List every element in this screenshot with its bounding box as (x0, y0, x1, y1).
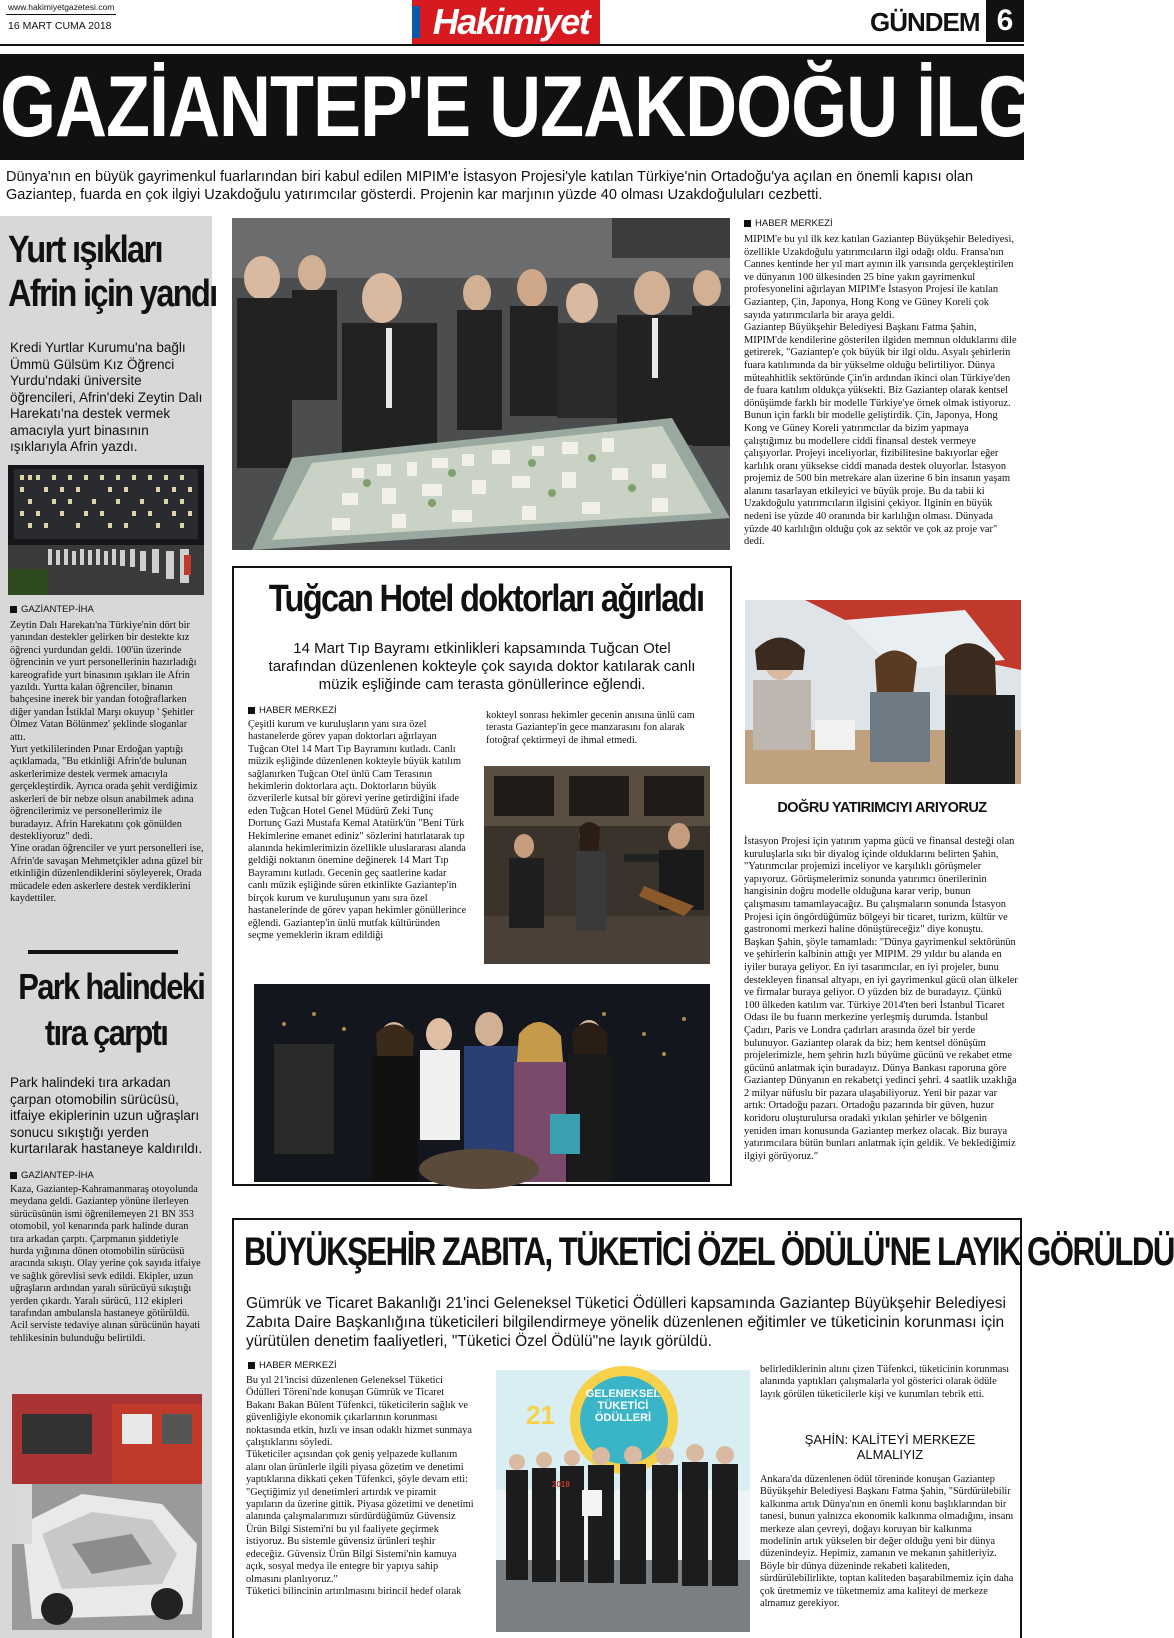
logo-text: Hakimiyet (432, 1, 590, 42)
headline-band (0, 54, 1119, 160)
website-url[interactable]: www.hakimiyetgazetesi.com (8, 2, 115, 12)
zabita-story-body-col2b: Ankara'da düzenlenen ödül töreninde konuşan Gaziantep Büyükşehir Belediyesi Başkanı Fatma Şahin, "Sürdürülebilir kalkınma artık Dünya'nın en önemli konu başlıklarından bir tanesi, bunun yalnızca ekonomik kalkınma olmadığını, insanı merkeze alan çevreyi, doğayı koruyan bir kalkınma modelinin artık yükselen bir değer olduğu yeni bir dünya düzenindeyiz. Hepimiz, zamanın ve mekanın şahitleriyiz. Böyle bir dünya düzeninde rekabeti kaliteden, sürdürülebilirlikte, toptan kaliteden başarabilmemiz için daha çok üretmemiz ve tüketmemiz ama kaliteyi de merkeze almamız gerekiyor. (760, 1474, 1014, 1610)
story-yurt-body: Zeytin Dalı Harekatı'na Türkiye'nin dört bir yanından destekler gelirken bir destekte kız öğrenci yurdundan geldi. 100'ün üzerinde öğrencinin ve yurt personellerinin hazırladığı kareografide yurt binasının ışıkları ile Afrin yazıldı. Yurtta kalan öğrenciler, binanın bahçesine inerek bir yandan fotoğraflarken diğer yandan İstiklal Marşı okuyup ' Şehitler Ölmez Vatan Bölünmez' şeklinde sloganlar attı. Yurt yetkililerinden Pınar Erdoğan yaptığı açıklamada, "Bu etkinliği Afrin'de bulunan askerlerimize destek vermek amacıyla gerçekleştirdik. Ayrıca orada şehit verdiğimiz askerleri de bir nebze olsun anabilmek adına öğrencilerimiz ve personellerimiz ile buradayız. Afrin Harekatını çok gönülden destekliyoruz" dedi. Yine oradan öğrenciler ve yurt personelleri ise, Afrin'de savaşan Mehmetçikler adına güzel bir etkinliğin düzenlendiklerini söyleyerek, Orada mücadele eden askerlere destek verdiklerini kaydettiler. (10, 620, 204, 904)
banner-line1: GELENEKSEL (585, 1388, 661, 1400)
award-ceremony-photo (496, 1370, 750, 1632)
mipim-meeting-image (745, 600, 1021, 784)
story-yurt-title-line2: Afrin için yandı (8, 273, 217, 315)
story-park-title-line1: Park halindeki (18, 966, 205, 1007)
section-name: GÜNDEM (870, 7, 980, 37)
zabita-story-title: BÜYÜKŞEHİR ZABITA, TÜKETİCİ ÖZEL ÖDÜLÜ'NE LAYIK GÖRÜLDÜ (244, 1230, 1174, 1274)
main-story-subhead: DOĞRU YATIRIMCIYI ARIYORUZ (777, 800, 987, 816)
banner-text (576, 1388, 670, 1424)
mipim-model-photo (232, 218, 730, 550)
hotel-story-body: Çeşitli kurum ve kuruluşların yanı sıra özel hastanelerde görev yapan doktorları ağırlayan Tuğcan Otel 14 Mart Tıp Bayramını kutladı. Canlı müzik eşliğinde düzenlenen kokteyle büyük katılım sağlanırken Tuğcan Otel ünlü Cam Terasının hekimlerin doktorlara açtı. Doktorların büyük özverilerle kutsal bir görevi yerine getirdiğini ifade eden Tuğcan Hotel Genel Müdürü Zeki Tunç Dortunç Gazi Mustafa Kemal Atatürk'ün "Beni Türk Hekimlerine emanet ediniz" sözlerini hatırlatarak tıp alanında hekimlerimizin özellikle uluslararası alanda geldiği noktanın önemine değinerek 14 Mart Tıp Bayramını kutladı. Gecenin geç saatlerine kadar canlı müzik eşliğinde süren etkinlikte Gaziantep'in birçok kurum ve kuruluşunun yanı sıra özel hastanelerinde de görev yapan hekimler gönüllerince eğlendi. Gaziantep'in ünlü mutfak kültüründen seçme yemeklerin ikram edildiği (248, 719, 467, 941)
hotel-story-lead: 14 Mart Tıp Bayramı etkinlikleri kapsamında Tuğcan Otel tarafından düzenlenen kokteyle çok sayıda doktor katılarak canlı müzik eşliğinde cam terasta gönüllerince eğlendi. (268, 640, 696, 693)
logo-accent (412, 6, 420, 38)
mipim-meeting-photo (745, 600, 1021, 784)
story-park-title (4, 964, 208, 1056)
mipim-model-image (232, 218, 730, 550)
main-story-body2: İstasyon Projesi için yatırım yapma gücü ve finansal desteği olan kuruluşlarla sıkı bir diyalog içinde olduklarını belirten Şahin, "Yatırımcılar projemizi inceliyor ve karşılıklı görüşmeler yapıyoruz. Görüşmelerimiz sonunda yatırımcı önerilerinin hangisinin doğru modelle olduğuna karar verip, bunun çalışmasını tamamlayacağız. Bu çalışmaların sonunda İstasyon Projesi için öngördüğümüz bölgeyi bir ticaret, turizm, kültür ve gastronomi merkezi haline dönüştüreceğiz" diye konuştu. Başkan Şahin, şöyle tamamladı: "Dünya gayrimenkul sektörünün ve şehirlerin kalbinin attığı yer MIPIM. 29 yıldır bu alanda en iyiler buraya geliyor. En iyi tasarımcılar, en iyi projeler, bunu destekleyen finansal altyapı, en iyi gayrimenkul gücü olan ülkeler ve firmalar buraya geliyor. O yüzden biz de buradayız. Çünkü 100 ülkeden katılım var. Türkiye 2014'ten beri İstanbul Ticaret Odası ile bu fuarın merkezine yerleşmiş durumda. İstanbul Çadırı, Paris ve Londra çadırları arasında özel bir yerde bulunuyor. Gaziantep olarak da biz; hem kentsel dönüşüm projelerimizle, hem şehrin hızlı büyüme gücünü ve rekabet etme gücünü anlatmak için buradayız. Dünya Bankası raporuna göre Gaziantep Dünyanın en rekabetçi yedinci şehri. 4 saatlik uzaklığa 2 milyar nüfuslu bir pazara ulaşabiliyoruz. Yeni bir pazar var artık: Ortadoğu pazarı. Ortadoğu pazarında bir güven, huzur koridoru oluşturulursa oradaki yıkılan şehirler ve bölgenin yeniden imarı konusunda Gaziantep merkez olacak. Biz buraya yatırımcılara bütün bunları anlatmak için geldik. Ve beklediğimiz ilgiyi görüyoruz." (744, 836, 1018, 1162)
dorm-lights-photo (8, 465, 204, 595)
hotel-story-credit: HABER MERKEZİ (248, 705, 337, 716)
story-yurt-credit: GAZİANTEP-İHA (10, 604, 94, 615)
story-yurt-title (8, 228, 217, 316)
story-park-body: Kaza, Gaziantep-Kahramanmaraş otoyolunda meydana geldi. Gaziantep yönüne ilerleyen sürücüsünün ismi öğrenilemeyen 21 BN 353 otomobil, yol kenarında park halinde duran tıra arkadan çarptı. Çarpmanın şiddetiyle hurda yığınına dönen otomobilin sürücüsü aracında sıkıştı. Olay yerine çok sayıda itfaiye ve sağlık görevlisi sevk edildi. Ekipler, uzun uğraşların ardından yaralı sürücüyü sıkıştığı yerden çıkardı. Yaralı sürücü, 112 ekipleri tarafından ambulansla hastaneye götürüldü. Acil serviste tedaviye alınan sürücünün hayati tehlikesinin bulunduğu belirtildi. (10, 1184, 201, 1344)
zabita-story-subhead: ŞAHİN: KALİTEYİ MERKEZE ALMALIYIZ (804, 1432, 976, 1462)
zabita-story-body-col2: belirlediklerinin altını çizen Tüfenkci, tüketicinin korunması alanında yaptıkları çalışmalarla yol gösterici olarak ödüle layık görülen tüketicilerle kişi ve kurumları tebrik etti. (760, 1364, 1010, 1400)
banner-year: 2018 (552, 1480, 570, 1489)
zabita-story-lead: Gümrük ve Ticaret Bakanlığı 21'inci Geleneksel Tüketici Ödülleri kapsamında Gaziantep Büyükşehir Belediyesi Zabıta Daire Başkanlığına tüketicileri bilgilendirmeye yönelik düzenlenen eğitimler ve tüketicinin korunması için yürütülen denetim faaliyetleri, "Tüketici Özel Ödülü"ne layık görüldü. (246, 1295, 1006, 1350)
zabita-story-body: Bu yıl 21'incisi düzenlenen Geleneksel Tüketici Ödülleri Töreni'nde konuşan Gümrük ve Ticaret Bakanı Bakan Bülent Tüfenkci, tüketicilerin sağlık ve güvenliğiyle ekonomik çıkarlarının korunması noktasında etkin, hızlı ve insan odaklı hizmet sunmaya çalıştıklarını söyledi. Tüketiciler açısından çok geniş yelpazede kullanım alanı olan ürünlerle ilgili piyasa gözetim ve denetimi yaptıklarına dikkati çeken Tüfenkci, şöyle devam etti: "Geçtiğimiz yıl denetimleri artırdık ve piramit yapıların da üzerine gittik. Piyasa gözetimi ve denetimi alanında çalışmalarımızı sürdürdüğümüz Güvensiz Ürün Bilgi Sistemi'ni bu yıl faaliyete geçirmek istiyoruz. Bu sistemle güvensiz ürünleri teşhir edeceğiz. Güvensiz Ürün Bilgi Sistemi'nin kamuya açık, sosyal medya ile entegre bir yapıya sahip olmasını planlıyoruz." Tüketici bilincinin artırılmasını birincil hedef olarak (246, 1375, 474, 1597)
main-story-body: MIPIM'e bu yıl ilk kez katılan Gaziantep Büyükşehir Belediyesi, özellikle Uzakdoğulu yatırımcıların ilgi odağı oldu. Fransa'nın Cannes kentinde her yıl mart ayının ilk yarısında gerçekleştirilen ve dünyanın 100 ülkesinden 25 bine yakın gayrimenkul profesyonelini ağırlayan MIPIM'e İstasyon Projesi ile katılan Gaziantep, Çin, Japonya, Hong Kong ve Güney Koreli çok sayıda yatırımcılarla bir araya geldi. Gaziantep Büyükşehir Belediyesi Başkanı Fatma Şahin, MIPIM'de kendilerine gösterilen ilgiden memnun olduklarını dile getirerek, "Gaziantep'e çok büyük bir ilgi oldu. Asyalı şehirlerin fuara katılımında da bir yükselme olduğu belirtiliyor. Dünya müteahhitlik sektöründe Çin'in ardından ikinci olan Türkiye'den de fuara katılım oldukça yüksekti. Biz Gaziantep olarak kentsel dönüşümde farklı bir modelle Türkiye'ye örnek olmak istiyoruz. Bunun için farklı bir modelle geliştirdik. Çin, Japonya, Hong Kong ve Güney Koreli yatırımcılar da bizim yapmaya çalıştığımız bu modellere ciddi finansal destek vermeye çalışıyorlar. Projeyi inceliyorlar, fizibilitesine bakıyorlar eğer karlılık oranı yüksekse ciddi manada destek oluyorlar. İstasyon projemiz de 500 bin metrekare alan üzerine 6 bin insanın yaşam alanını tasarlayan etkileyici ve büyük proje. Bu da tabii ki Uzakdoğulu yatırımcıların ilgisini çekiyor. İlginin en büyük nedeni ise yüzde 40 oranında bir karlılığın olması. Dünyada yüzde 40 karlılığın olduğu çok az sektör ve çok az proje var" dedi. (744, 234, 1017, 548)
dorm-lights-image (8, 465, 204, 595)
banner-line2: TÜKETİCİ (597, 1400, 649, 1412)
headline-spot: Dünya'nın en büyük gayrimenkul fuarlarından biri kabul edilen MIPIM'e İstasyon Projesi'yle katılan Türkiye'nin Ortadoğu'ya açılan en önemli kapısı olan Gaziantep, fuarda en çok ilgiyi Uzakdoğulu yatırımcılar gösterdi. Projenin kar marjının yüzde 40 olması Uzakdoğuluları cezbetti. (6, 169, 974, 203)
crash-photo (12, 1394, 202, 1630)
story-yurt-lead: Kredi Yurtlar Kurumu'na bağlı Ümmü Gülsüm Kız Öğrenci Yurdu'ndaki üniversite öğrencileri, Afrin'deki Zeytin Dalı Harekatı'na destek vermek amacıyla yurt binasının ışıklarıyla Afrin yazdı. (10, 340, 203, 454)
hotel-story-body-col2: kokteyl sonrası hekimler gecenin anısına ünlü cam terasta Gaziantep'in gece manzarasını fon alarak fotoğraf çektirmeyi de ihmal etmedi. (486, 710, 695, 746)
story-park-title-line2: tıra çarptı (44, 1012, 168, 1053)
zabita-story-credit: HABER MERKEZİ (248, 1360, 337, 1371)
divider (6, 14, 116, 15)
crash-image (12, 1394, 202, 1630)
banner-line3: ÖDÜLLERİ (594, 1412, 652, 1424)
story-park-credit: GAZİANTEP-İHA (10, 1170, 94, 1181)
live-music-photo (484, 766, 710, 964)
story-divider (28, 950, 178, 954)
doctors-group-image (254, 984, 710, 1182)
story-park-lead: Park halindeki tıra arkadan çarpan otomobilin sürücüsü, itfaiye ekiplerinin uzun uğraşları sonucu sıkıştığı yerden kurtarılarak hastaneye kaldırıldı. (10, 1075, 203, 1156)
story-yurt-title-line1: Yurt ışıkları (8, 229, 162, 271)
banner-number: 21 (526, 1400, 555, 1430)
live-music-image (484, 766, 710, 964)
page-number: 6 (986, 0, 1024, 42)
main-headline: GAZİANTEP'E UZAKDOĞU İLGİSİ (0, 59, 1119, 155)
issue-date: 16 MART CUMA 2018 (8, 20, 112, 32)
newspaper-logo (412, 0, 600, 44)
doctors-group-photo (254, 984, 710, 1182)
main-story-credit: HABER MERKEZİ (744, 218, 833, 229)
hotel-story-title: Tuğcan Hotel doktorları ağırladı (268, 578, 704, 620)
